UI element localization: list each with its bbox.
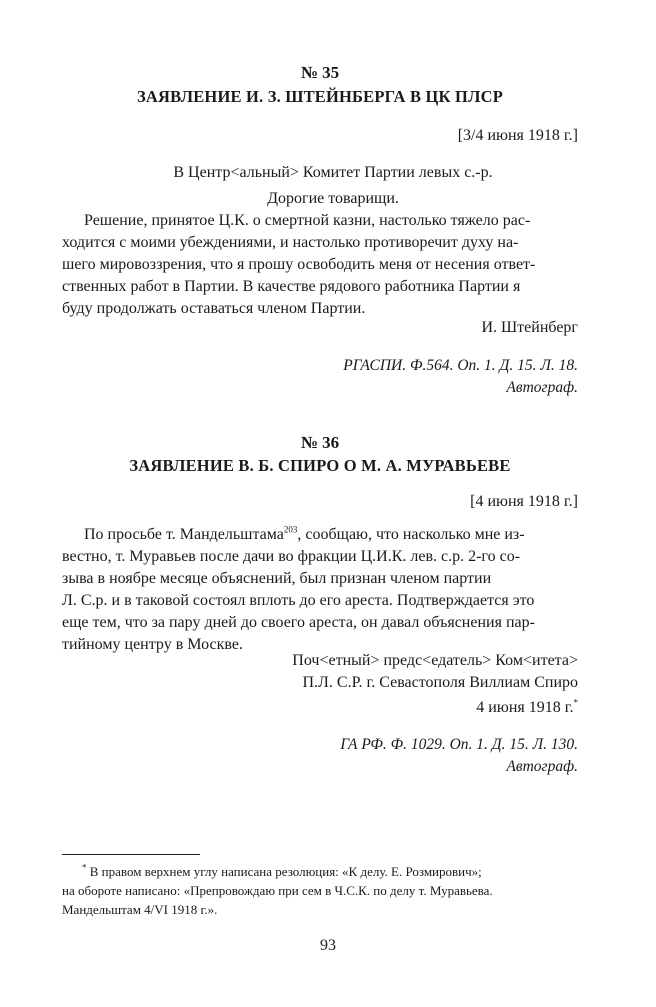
footnote: * В правом верхнем углу написана резолюция: «К делу. Е. Розмирович»; на обороте написано: «Препровождаю при сем в Ч.С.К. по делу т. Муравьева. Мандельштам 4/VI 1918 г.». <box>62 862 493 917</box>
doc35-source: РГАСПИ. Ф.564. Оп. 1. Д. 15. Л. 18. Автограф. <box>343 357 578 396</box>
doc36-signature: Поч<етный> предс<едатель> Ком<итета> П.Л. С.Р. г. Севастополя Виллиам Спиро <box>292 652 578 691</box>
doc36-body: По просьбе т. Мандельштама$^{203}$, сообщаю, что насколько мне из- вестно, т. Муравьев после дачи во фракции Ц.И.К. лев. с.р. 2-го со- зыва в ноябре месяце объяснений, был признан членом партии Л. С.р. и в таковой состоял вплоть до его ареста. Подтверждается это еще тем, что за пару дней до своего ареста, он давал объяснения пар- тийному центру в Москве. <box>62 524 578 656</box>
page-number: 93 <box>320 937 336 954</box>
doc35-greeting: Дорогие товарищи. <box>267 190 399 207</box>
footnote-ref-203: 203 <box>283 524 298 535</box>
doc35-addressee: В Центр<альный> Комитет Партии левых с.-р. <box>173 164 493 181</box>
doc36-sign-date: 4 июня 1918 г.* <box>476 697 578 716</box>
doc36-source: ГА РФ. Ф. 1029. Оп. 1. Д. 15. Л. 130. Автограф. <box>340 736 578 775</box>
doc35-signature: И. Штейнберг <box>481 319 578 336</box>
doc35-body: Решение, принятое Ц.К. о смертной казни, настолько тяжело рас- ходится с моими убеждениями, и настолько противоречит духу на- шего мировоззрения, что я прошу освободить меня от несения ответ- ственных работ в Партии. В качестве рядового работника Партии я буду продолжать оставаться членом Партии. <box>62 212 536 317</box>
doc35-title: ЗАЯВЛЕНИЕ И. З. ШТЕЙНБЕРГА В ЦК ПЛСР <box>137 87 503 106</box>
doc35-number: № 35 <box>300 63 340 82</box>
doc36-title: ЗАЯВЛЕНИЕ В. Б. СПИРО О М. А. МУРАВЬЕВЕ <box>129 456 511 475</box>
doc35-date: [3/4 июня 1918 г.] <box>457 127 578 144</box>
doc36-number: № 36 <box>300 433 340 452</box>
doc36-first-line: По просьбе т. Мандельштама$^{203}$, сообщаю, что насколько мне из- <box>84 524 525 543</box>
footnote-divider <box>62 854 200 855</box>
doc36-date: [4 июня 1918 г.] <box>470 493 578 510</box>
